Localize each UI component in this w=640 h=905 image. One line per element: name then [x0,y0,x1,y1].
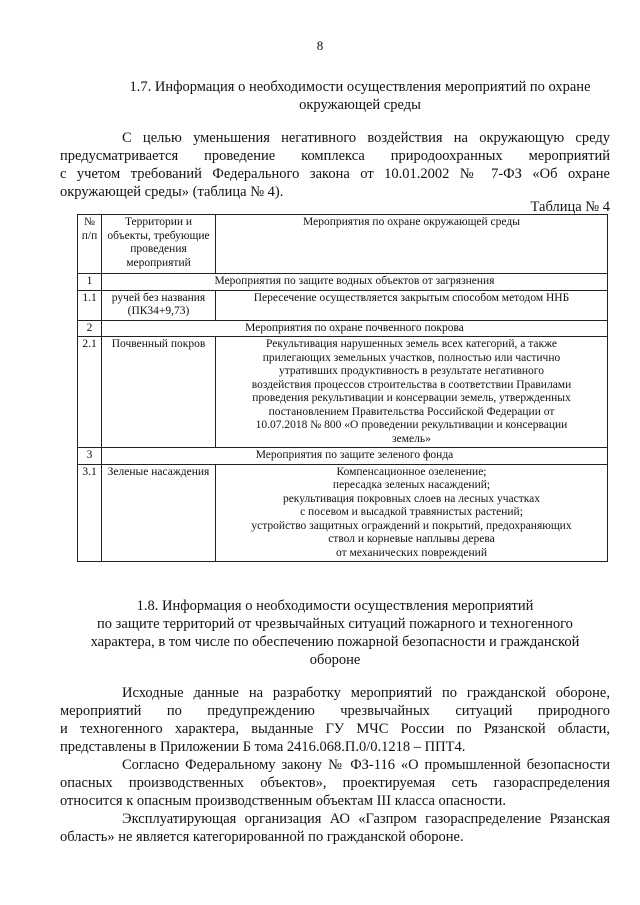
cell-line: устройство защитных ограждений и покрытий, предохраняющих [251,519,572,532]
cell-line: воздействия процессов строительства в соответствии Правилами [251,378,572,391]
group-row [78,448,608,465]
cell-line: ручей без названия [111,291,206,304]
group-row [78,320,608,337]
table-row [78,464,608,562]
cell-line: постановлением Правительства Российской Федерации от [268,405,555,418]
cell-line: Почвенный покров [111,338,206,350]
table-header-row [78,215,608,274]
cell-line: Пересечение осуществляется закрытым способом методом ННБ [253,291,570,304]
paragraph-line: Эксплуатирующая организация АО «Газпром газораспределение Рязанская [122,811,610,827]
federal-law-paragraph [60,756,610,810]
header-text: № [84,216,95,228]
row-territory [102,337,216,448]
row-territory [102,290,216,320]
header-num [78,215,102,274]
page-number: 8 [316,38,324,53]
paragraph-line: С целью уменьшения негативного воздействия на окружающую среду [122,130,610,146]
heading-line: обороне [309,652,361,668]
heading-line: по защите территорий от чрезвычайных ситуаций пожарного и техногенного [97,616,573,632]
group-row [78,274,608,291]
cell-line: утративших продуктивность в результате негативного [279,365,544,377]
row-territory [102,464,216,562]
header-text: п/п [81,229,98,242]
cell-line: Рекультивация нарушенных земель всех категорий, а также [266,338,557,350]
paragraph-line: Согласно Федеральному закону № ФЗ-116 «О промышленной безопасности [122,757,610,773]
paragraph-line: Исходные данные на разработку мероприятий по гражданской обороне, [122,685,610,701]
header-text: Территории и [124,216,193,228]
paragraph-line: окружающей среды» (таблица № 4). [60,184,284,200]
paragraph-line: предусматривается проведение комплекса природоохранных мероприятий [60,148,610,164]
cell-line: 10.07.2018 № 800 «О проведении рекультивации и консервации [255,419,568,431]
intro-paragraph [60,129,610,201]
heading-line: окружающей среды [299,97,421,113]
table-caption: Таблица № 4 [530,199,610,215]
row-measures [216,337,608,448]
section-heading-1-7 [110,78,610,114]
header-text: мероприятий [126,256,191,269]
row-number: 1.1 [78,290,102,320]
cell-line: Зеленые насаждения [107,465,210,478]
heading-line: характера, в том числе по обеспечению пожарной безопасности и гражданской [90,634,580,650]
cell-line: ствол и корневые наплывы дерева [328,533,495,545]
table-row [78,290,608,320]
header-measures: Мероприятия по охране окружающей среды [216,215,608,274]
header-text: проведения [130,243,187,255]
paragraph-line: представлены в Приложении Б тома 2416.068.П.0/0.1218 – ППТ4. [60,739,466,755]
group-number: 1 [78,274,102,291]
cell-line: пересадка зеленых насаждений; [332,479,491,491]
cell-line: рекультивация покровных слоев на лесных участках [282,492,541,505]
header-text: объекты, требующие [107,229,210,242]
cell-line: прилегающих земельных участков, полностью или частично [262,351,561,364]
group-title: Мероприятия по защите водных объектов от загрязнения [102,274,608,291]
paragraph-line: и техногенного характера, выданные ГУ МЧС России по Рязанской области, [60,721,610,737]
paragraph-line: опасных производственных объектов», проектируемая сеть газораспределения [60,775,610,791]
group-title: Мероприятия по охране почвенного покрова [102,320,608,337]
cell-line: проведения рекультивации и консервации земель, утвержденных [252,392,571,404]
group-number: 3 [78,448,102,465]
section-heading-1-8 [60,597,610,669]
measures-table [77,214,608,562]
group-number: 2 [78,320,102,337]
cell-line: земель» [392,432,431,445]
cell-line: от механических повреждений [336,546,487,559]
cell-line: с посевом и высадкой травянистых растений; [300,506,523,518]
paragraph-line: с учетом требований Федерального закона от 10.01.2002 № 7-ФЗ «Об охране [60,166,610,182]
paragraph-line: мероприятий по предупреждению чрезвычайных ситуаций природного [60,703,610,719]
row-measures [216,290,608,320]
heading-line: 1.7. Информация о необходимости осуществления мероприятий по охране [129,79,591,95]
row-number: 2.1 [78,337,102,448]
cell-line: (ПК34+9,73) [127,305,190,317]
operator-paragraph [60,810,610,846]
paragraph-line: относится к опасным производственным объектам III класса опасности. [60,793,506,809]
cell-line: Компенсационное озеленение; [336,465,487,478]
row-measures [216,464,608,562]
table-row [78,337,608,448]
civil-defense-paragraph [60,684,610,756]
heading-line: 1.8. Информация о необходимости осуществления мероприятий [136,598,534,614]
header-territory [102,215,216,274]
group-title: Мероприятия по защите зеленого фонда [102,448,608,465]
row-number: 3.1 [78,464,102,562]
paragraph-line: область» не является категорированной по гражданской обороне. [60,829,464,845]
